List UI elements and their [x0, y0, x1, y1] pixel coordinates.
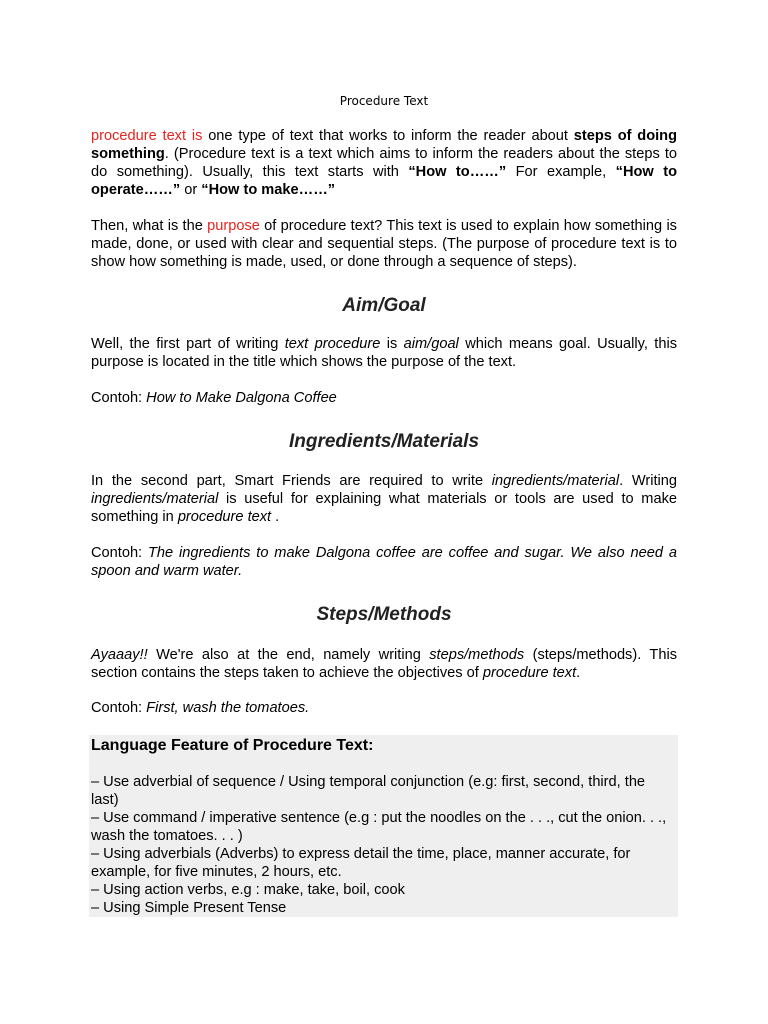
list-item: – Using action verbs, e.g : make, take, boil, cook — [91, 882, 405, 898]
steps-text-1: We're also at the end, namely writing — [147, 647, 430, 663]
purpose-highlight: purpose — [207, 218, 260, 234]
aim-example-text: How to Make Dalgona Coffee — [146, 390, 337, 406]
aim-text-2: is — [380, 336, 404, 352]
aim-example-label: Contoh: — [91, 390, 147, 406]
ingredients-italic-1: ingredients/material — [491, 473, 620, 489]
ingredients-text-2: . Writing — [619, 473, 677, 489]
aim-italic-1: text procedure — [284, 336, 381, 352]
purpose-paragraph — [91, 217, 677, 271]
ingredients-italic-2: ingredients/material — [91, 491, 219, 507]
intro-term: procedure text is — [91, 128, 203, 144]
steps-italic-2: steps/methods — [429, 647, 525, 663]
ingredients-text-3: is useful for explaining what materials or tools are used to make something in — [91, 491, 677, 525]
intro-bold-1: steps of doing something — [91, 128, 677, 162]
aim-example — [91, 389, 677, 407]
steps-text-3: . — [576, 665, 581, 681]
steps-heading: Steps/Methods — [316, 604, 452, 625]
intro-text-2: . (Procedure text is a text which aims to inform the readers about the steps to do something). Usually, this text starts with — [91, 146, 677, 180]
ingredients-text-1: In the second part, Smart Friends are required to write — [91, 473, 492, 489]
ingredients-example-label: Contoh: — [91, 545, 148, 561]
ingredients-example — [91, 544, 677, 580]
ingredients-italic-3: procedure text — [177, 509, 272, 525]
language-feature-box — [89, 735, 678, 917]
intro-bold-4: “How to make……” — [201, 182, 336, 198]
steps-example — [91, 699, 677, 717]
ingredients-example-text: The ingredients to make Dalgona coffee are coffee and sugar. We also need a spoon and warm water. — [91, 545, 677, 579]
steps-italic-1: Ayaaay!! — [91, 647, 148, 663]
steps-italic-3: procedure text — [482, 665, 577, 681]
intro-text-3: For example, — [506, 164, 616, 180]
list-item: – Use command / imperative sentence (e.g : put the noodles on the . . ., cut the onion. . ., wash the tomatoes. . . ) — [91, 810, 667, 844]
aim-text-3: which means goal. Usually, this purpose is located in the title which shows the purpose of the text. — [91, 336, 677, 370]
aim-goal-heading: Aim/Goal — [342, 295, 426, 316]
aim-text-1: Well, the first part of writing — [91, 336, 285, 352]
list-item: – Using adverbials (Adverbs) to express detail the time, place, manner accurate, for example, for five minutes, 2 hours, etc. — [91, 846, 631, 880]
intro-text-1: one type of text that works to inform the reader about — [202, 128, 574, 144]
ingredients-paragraph — [91, 472, 677, 526]
language-feature-list — [91, 773, 675, 917]
intro-paragraph — [91, 127, 677, 199]
list-item: – Using Simple Present Tense — [91, 900, 287, 916]
intro-text-4: or — [180, 182, 202, 198]
steps-text-2: (steps/methods). This section contains the steps taken to achieve the objectives of — [91, 647, 677, 681]
list-item: – Use adverbial of sequence / Using temporal conjunction (e.g: first, second, third, the last) — [91, 774, 646, 808]
steps-example-text: First, wash the tomatoes. — [146, 700, 310, 716]
ingredients-text-4: . — [271, 509, 280, 525]
language-feature-title: Language Feature of Procedure Text: — [91, 737, 374, 754]
document-title: Procedure Text — [339, 94, 429, 108]
steps-paragraph — [91, 646, 677, 682]
aim-italic-2: aim/goal — [403, 336, 459, 352]
ingredients-heading: Ingredients/Materials — [288, 431, 480, 452]
purpose-text-1: Then, what is the — [91, 218, 208, 234]
aim-paragraph — [91, 335, 677, 371]
intro-bold-2: “How to……” — [408, 164, 507, 180]
intro-bold-3: “How to operate……” — [91, 164, 678, 198]
steps-example-label: Contoh: — [91, 700, 147, 716]
purpose-text-2: of procedure text? This text is used to explain how something is made, done, or used with clear and sequential steps. (The purpose of procedure text is to show how something is made, used, or done through a sequence of steps). — [91, 218, 677, 270]
